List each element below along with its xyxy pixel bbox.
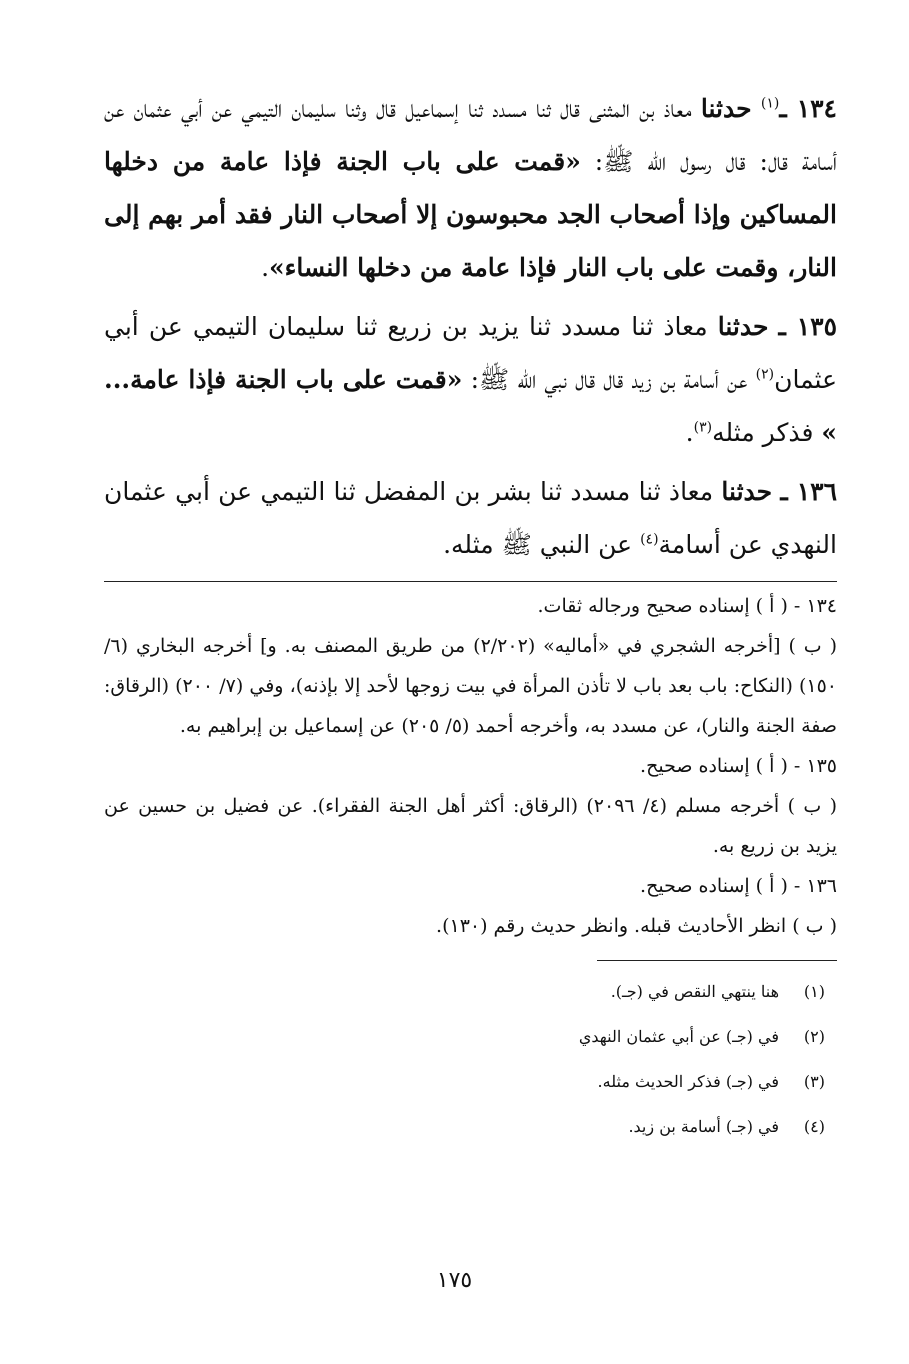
hadith-quote: «قمت على باب الجنة فإذا عامة... » [104, 365, 837, 447]
page-number: ١٧٥ [436, 1268, 473, 1293]
hadith-number: ١٣٤ ـ [779, 94, 837, 123]
note: ١٣٦ - ( أ ) إسناده صحيح. [640, 875, 837, 897]
footnote [104, 1014, 837, 1059]
note: ١٣٤ - ( أ ) إسناده صحيح ورجاله ثقات. [537, 595, 837, 617]
hadith-135 [104, 300, 837, 459]
footnotes [104, 969, 837, 1149]
footnote-number: (٢) [803, 1027, 825, 1046]
footnote-ref: (٣) [693, 419, 713, 436]
hadith-136 [104, 465, 837, 571]
footnote [104, 969, 837, 1014]
hadith-lead: حدثنا [700, 94, 752, 123]
footnote-text: في (جـ) أسامة بن زيد. [628, 1117, 779, 1136]
hadith-quote: «قمت على باب الجنة فإذا عامة من دخلها المساكين وإذا أصحاب الجد محبوسون إلا أصحاب النار فقد أمر بهم إلى النار، وقمت على باب النار فإذا عامة من دخلها النساء» [104, 147, 837, 282]
note: ١٣٥ - ( أ ) إسناده صحيح. [640, 755, 837, 777]
hadith-text: . [685, 418, 694, 447]
footnote-divider [597, 960, 837, 961]
hadith-number: ١٣٥ ـ [778, 312, 838, 341]
hadith-134 [104, 82, 837, 294]
footnote-ref: (٢) [755, 366, 775, 383]
hadith-text: معاذ بن المثنى قال ثنا مسدد ثنا إسماعيل قال وثنا سليمان التيمي عن أبي عثمان عن أسامة قال: قال رسول الله ﷺ: [104, 94, 837, 176]
section-divider [104, 581, 837, 582]
footnote-text: في (جـ) فذكر الحديث مثله. [597, 1072, 779, 1091]
book-page [104, 82, 837, 1149]
footnote-ref: (١) [760, 95, 780, 112]
hadith-lead: حدثنا [717, 312, 769, 341]
footnote-number: (٤) [803, 1117, 825, 1136]
footnote-number: (١) [803, 982, 825, 1001]
hadith-text: معاذ ثنا مسدد ثنا بشر بن المفضل ثنا التيمي عن أبي عثمان النهدي عن أسامة [104, 477, 837, 559]
note: ( ب ) أخرجه مسلم (٤/ ٢٠٩٦) (الرقاق: أكثر أهل الجنة الفقراء). عن فضيل بن حسين عن يزيد بن زريع به. [104, 795, 837, 857]
footnote [104, 1104, 837, 1149]
hadith-text: معاذ ثنا مسدد ثنا يزيد بن زريع ثنا سليمان التيمي عن أبي عثمان [104, 312, 837, 394]
note: ( ب ) [أخرجه الشجري في «أماليه» (٢/٢٠٢) من طريق المصنف به. و] أخرجه البخاري (٦/ ١٥٠) (النكاح: باب بعد باب لا تأذن المرأة في بيت زوجها لأحد إلا بإذنه)، وفي (٧/ ٢٠٠) (الرقاق: صفة الجنة والنار)، عن مسدد به، وأخرجه أحمد (٥/ ٢٠٥) عن إسماعيل بن إبراهيم به. [104, 635, 837, 737]
hadith-text: فذكر مثله [712, 418, 822, 447]
footnote-ref: (٤) [640, 531, 659, 548]
hadith-number: ١٣٦ ـ [780, 477, 838, 506]
hadith-lead: حدثنا [721, 477, 773, 506]
footnote-text: هنا ينتهي النقص في (جـ). [610, 982, 779, 1001]
footnote-number: (٣) [803, 1072, 825, 1091]
hadith-text: عن النبي ﷺ مثله. [443, 530, 641, 559]
hadith-section [104, 82, 837, 571]
commentary-notes [104, 586, 837, 946]
footnote-text: في (جـ) عن أبي عثمان النهدي [578, 1027, 779, 1046]
hadith-text: . [261, 253, 270, 282]
hadith-text: عن أسامة بن زيد قال قال نبي الله ﷺ: [462, 365, 756, 394]
footnote [104, 1059, 837, 1104]
note: ( ب ) انظر الأحاديث قبله. وانظر حديث رقم (١٣٠). [436, 915, 837, 937]
